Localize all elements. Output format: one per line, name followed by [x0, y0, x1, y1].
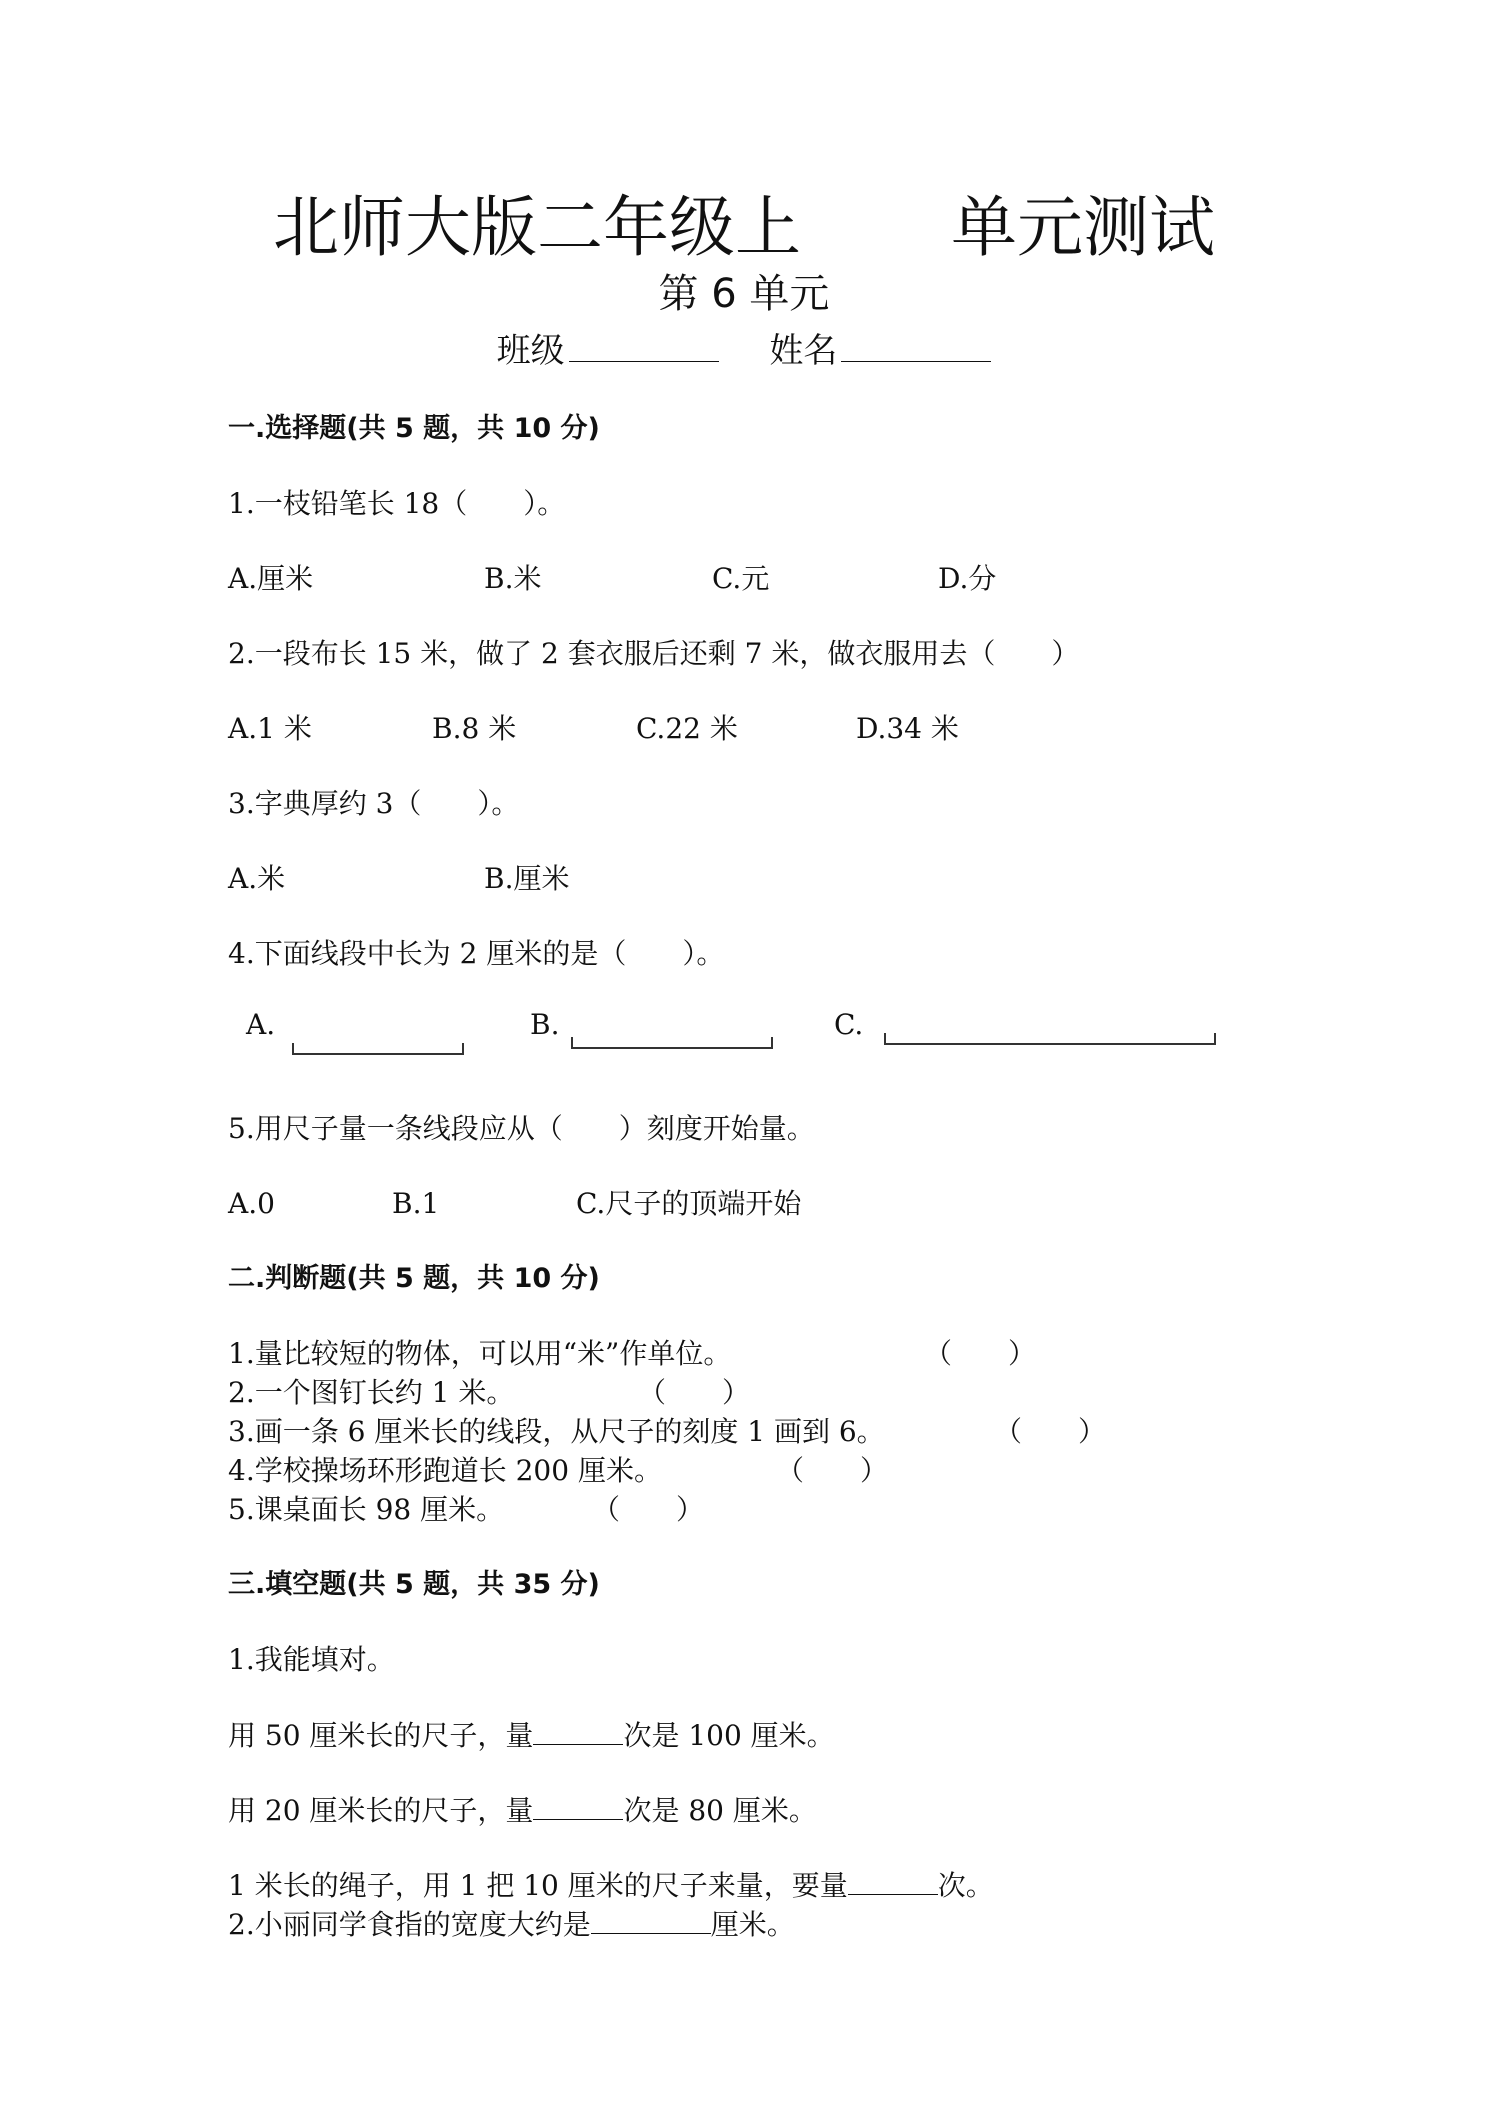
option-a[interactable]: A. — [246, 1008, 276, 1041]
answer-blank[interactable] — [848, 1868, 938, 1895]
question-text: 1.一枝铅笔长 18（ ）。 — [228, 487, 566, 520]
answer-blank[interactable] — [533, 1718, 623, 1745]
fill-line: 1 米长的绳子，用 1 把 10 厘米的尺子来量，要量 次。 — [228, 1869, 994, 1902]
statement-text: 2.一个图钉长约 1 米。 — [228, 1376, 515, 1409]
unit-subtitle: 第 6 单元 — [658, 271, 830, 317]
option-a[interactable]: A.厘米 — [228, 562, 314, 595]
option-c[interactable]: C.尺子的顶端开始 — [576, 1187, 802, 1220]
statement-text: 4.学校操场环形跑道长 200 厘米。 — [228, 1454, 662, 1487]
student-info-bar — [0, 330, 1488, 372]
option-d[interactable]: D.分 — [938, 562, 997, 595]
statement-text: 5.课桌面长 98 厘米。 — [228, 1493, 505, 1526]
option-d[interactable]: D.34 米 — [856, 712, 959, 745]
question-text: 4.下面线段中长为 2 厘米的是（ ）。 — [228, 937, 725, 970]
line-segment-a — [292, 1043, 464, 1055]
section-heading-choice: 一.选择题(共 5 题，共 10 分) — [228, 413, 600, 444]
fill-line: 用 50 厘米长的尺子，量 次是 100 厘米。 — [228, 1719, 835, 1752]
answer-blank[interactable] — [533, 1793, 623, 1820]
answer-mark[interactable]: （ ） — [924, 1337, 1037, 1370]
answer-mark[interactable]: （ ） — [776, 1454, 889, 1487]
line-segment-c — [884, 1033, 1216, 1045]
name-blank[interactable] — [841, 331, 991, 362]
section-heading-fill: 三.填空题(共 5 题，共 35 分) — [228, 1569, 600, 1600]
option-b[interactable]: B.米 — [484, 562, 542, 595]
option-a[interactable]: A.1 米 — [228, 712, 312, 745]
option-b[interactable]: B.8 米 — [432, 712, 517, 745]
page-title: 北师大版二年级上 单元测试 — [273, 189, 1215, 266]
class-field: 班级 — [497, 330, 719, 372]
answer-mark[interactable]: （ ） — [994, 1415, 1107, 1448]
option-c[interactable]: C. — [834, 1008, 864, 1041]
fill-line: 用 20 厘米长的尺子，量 次是 80 厘米。 — [228, 1794, 817, 1827]
question-text: 3.字典厚约 3（ ）。 — [228, 787, 520, 820]
option-c[interactable]: C.元 — [712, 562, 770, 595]
answer-mark[interactable]: （ ） — [592, 1493, 705, 1526]
option-b[interactable]: B.1 — [392, 1187, 440, 1220]
question-text: 1.我能填对。 — [228, 1643, 395, 1676]
line-segment-b — [571, 1037, 773, 1049]
statement-text: 3.画一条 6 厘米长的线段，从尺子的刻度 1 画到 6。 — [228, 1415, 885, 1448]
statement-text: 1.量比较短的物体，可以用“米”作单位。 — [228, 1337, 732, 1370]
question-text: 5.用尺子量一条线段应从（ ）刻度开始量。 — [228, 1112, 815, 1145]
question-text: 2.一段布长 15 米，做了 2 套衣服后还剩 7 米，做衣服用去（ ） — [228, 637, 1080, 670]
fill-line: 2.小丽同学食指的宽度大约是 厘米。 — [228, 1908, 795, 1941]
option-a[interactable]: A.0 — [228, 1187, 275, 1220]
answer-mark[interactable]: （ ） — [638, 1376, 751, 1409]
option-b[interactable]: B. — [530, 1008, 560, 1041]
option-a[interactable]: A.米 — [228, 862, 286, 895]
class-blank[interactable] — [569, 331, 719, 362]
answer-blank[interactable] — [591, 1907, 711, 1934]
option-c[interactable]: C.22 米 — [636, 712, 738, 745]
name-field: 姓名 — [769, 330, 991, 372]
section-heading-judgment: 二.判断题(共 5 题，共 10 分) — [228, 1263, 600, 1294]
option-b[interactable]: B.厘米 — [484, 862, 570, 895]
